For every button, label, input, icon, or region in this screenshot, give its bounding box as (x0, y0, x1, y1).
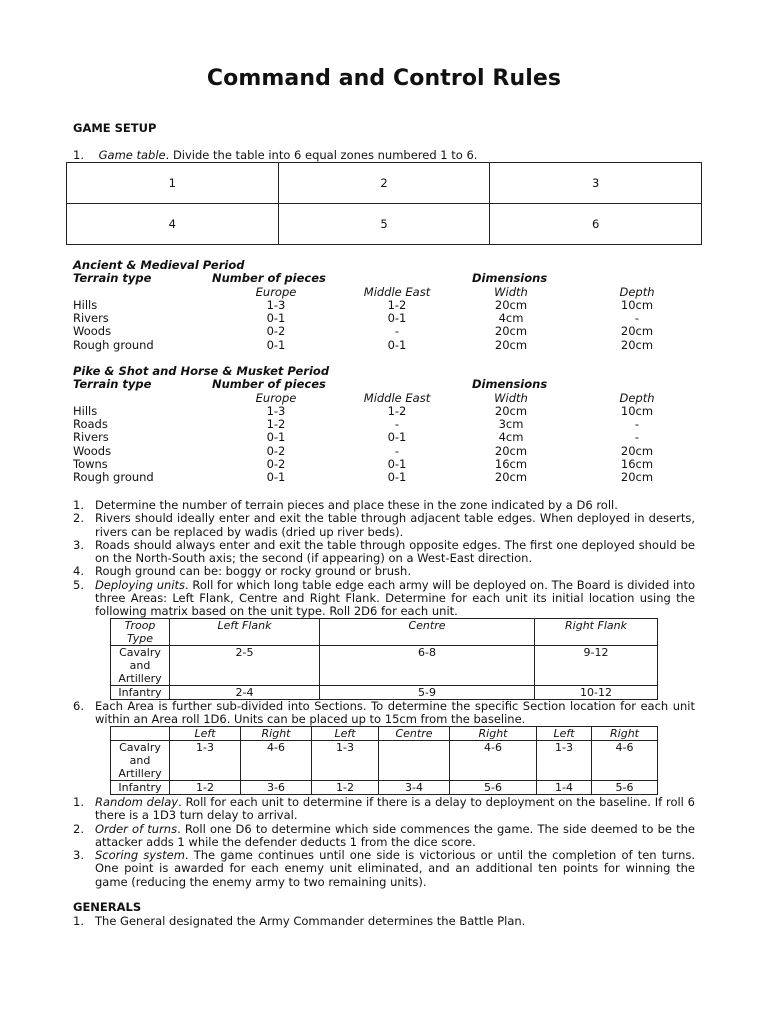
europe-count: 1-2 (266, 417, 286, 432)
pike-row (73, 445, 693, 458)
matrix2-header-cell: Left (170, 727, 241, 741)
rule-number: 1. (73, 795, 84, 809)
pike-row (73, 471, 693, 484)
rule-text: The General designated the Army Commander determines the Battle Plan. (95, 914, 526, 928)
setup-item-1-text: . Divide the table into 6 equal zones numbered 1 to 6. (165, 148, 478, 162)
width-value: 20cm (494, 470, 528, 485)
rule-number: 3. (73, 848, 84, 863)
terrain-name: Woods (73, 324, 112, 339)
width-value: 4cm (498, 311, 524, 326)
width-value: 4cm (498, 430, 524, 445)
rule-label: Deploying units (95, 577, 186, 592)
middle-east-count: 0-1 (387, 430, 407, 445)
rule-number: 2. (73, 821, 84, 836)
middle-east-count: - (394, 417, 400, 432)
width-value: 20cm (494, 324, 528, 339)
matrix1-row (111, 646, 658, 686)
depth-value: - (634, 311, 640, 326)
deployment-section-matrix (110, 726, 658, 795)
rule-text: . Roll for each unit to determine if there is a delay to deployment on the baseline. If roll 6 there is a 1D3 turn delay to arrival. (95, 795, 695, 823)
depth-value: 20cm (620, 470, 654, 485)
matrix1-cell: 2-4 (170, 686, 320, 700)
zone-cell-6: 6 (490, 204, 702, 245)
ancient-terrain-table (73, 259, 693, 352)
rule-number: 3. (73, 537, 84, 552)
terrain-name: Woods (73, 443, 112, 458)
depth-value: 10cm (620, 403, 654, 418)
europe-count: 0-2 (266, 443, 286, 458)
rule-item (73, 565, 695, 578)
depth-value: - (634, 417, 640, 432)
ancient-pieces-header: Number of pieces (212, 271, 326, 286)
europe-count: 0-2 (266, 457, 286, 472)
rule-item (73, 849, 695, 889)
middle-east-count: - (394, 443, 400, 458)
zones-table (66, 162, 702, 245)
middle-east-count: 0-1 (387, 470, 407, 485)
matrix2-cell: 1-4 (537, 781, 592, 795)
ancient-row (73, 312, 693, 325)
generals-list (73, 915, 695, 928)
matrix2-cell: 4-6 (592, 741, 658, 781)
matrix2-header-cell (111, 727, 170, 741)
terrain-name: Rough ground (73, 470, 154, 485)
europe-count: 0-1 (266, 470, 286, 485)
matrix2-header-cell: Right (450, 727, 537, 741)
matrix1-header (111, 619, 658, 646)
rule-text: . The game continues until one side is victorious or until the completion of ten turns. One point is awarded for each enemy unit eliminated, and an additional ten points for winning the game (reducing the enemy army to two remaining units). (95, 848, 696, 889)
matrix2-header-cell: Left (537, 727, 592, 741)
matrix2-cell: Cavalry and Artillery (111, 741, 170, 781)
matrix1-cell: 6-8 (320, 646, 535, 686)
page-title: Command and Control Rules (206, 66, 562, 91)
matrix1-header-cell: Left Flank (170, 619, 320, 646)
matrix1-cell: Cavalry and Artillery (111, 646, 170, 686)
depth-value: 10cm (620, 297, 654, 312)
matrix2-row (111, 781, 658, 795)
zone-cell-2: 2 (278, 163, 490, 204)
rule-item (73, 512, 695, 539)
europe-count: 0-1 (266, 430, 286, 445)
terrain-name: Rivers (73, 430, 109, 445)
matrix2-header-cell: Centre (379, 727, 450, 741)
width-value: 3cm (498, 417, 524, 432)
matrix2-cell: 1-2 (170, 781, 241, 795)
rule-text: . Roll one D6 to determine which side commences the game. The side deemed to be the attacker adds 1 while the defender deducts 1 from the dice score. (95, 821, 695, 849)
rule-item (73, 796, 695, 823)
matrix1-cell: 10-12 (535, 686, 658, 700)
depth-value: 16cm (620, 457, 654, 472)
matrix2-header-cell: Right (241, 727, 312, 741)
pike-dimensions-header: Dimensions (472, 377, 548, 392)
zones-row-2 (67, 204, 702, 245)
matrix1-cell: Infantry (111, 686, 170, 700)
depth-value: - (634, 430, 640, 445)
setup-item-1-label: Game table (98, 148, 166, 162)
pike-row (73, 458, 693, 471)
pike-sub-width: Width (494, 390, 528, 405)
ancient-terrain-header: Terrain type (73, 271, 152, 286)
rule-number: 6. (73, 699, 84, 713)
game-setup-heading: GAME SETUP (73, 121, 157, 135)
europe-count: 0-1 (266, 337, 286, 352)
terrain-name: Roads (73, 417, 108, 432)
ancient-sub-europe: Europe (255, 284, 297, 299)
matrix1-header-cell: Right Flank (535, 619, 658, 646)
zones-row-1 (67, 163, 702, 204)
ancient-dimensions-header: Dimensions (472, 271, 548, 286)
deployment-area-matrix (110, 618, 658, 700)
zone-cell-5: 5 (278, 204, 490, 245)
rule-text: Roads should always enter and exit the table through opposite edges. The first one deployed should be on the North-South axis; the second (if appearing) on a West-East direction. (95, 537, 695, 566)
europe-count: 1-3 (266, 297, 286, 312)
pike-pieces-header: Number of pieces (212, 377, 326, 392)
matrix1-header-cell: Centre (320, 619, 535, 646)
setup-rules-list (73, 499, 695, 619)
rule-text: . Roll for which long table edge each army will be deployed on. The Board is divided into three Areas: Left Flank, Centre and Right Flank. Determine for each unit its initial location using the following matrix based on the unit type. Roll 2D6 for each unit. (95, 577, 696, 619)
rule-item (73, 499, 695, 512)
terrain-name: Hills (73, 297, 98, 312)
rule-number: 4. (73, 564, 84, 579)
generals-heading: GENERALS (73, 900, 142, 914)
width-value: 20cm (494, 443, 528, 458)
pike-row (73, 418, 693, 431)
matrix1-header-cell: Troop Type (111, 619, 170, 646)
ancient-row (73, 339, 693, 352)
matrix2-cell (379, 741, 450, 781)
rule-number: 1. (73, 498, 84, 512)
ancient-row (73, 299, 693, 312)
ancient-sub-middle-east: Middle East (363, 284, 431, 299)
zone-cell-4: 4 (67, 204, 279, 245)
matrix2-cell: 5-6 (450, 781, 537, 795)
width-value: 20cm (494, 403, 528, 418)
pike-sub-middle-east: Middle East (363, 390, 431, 405)
rule-item (73, 539, 695, 566)
rule-text: Rivers should ideally enter and exit the table through adjacent table edges. When deployed in deserts, rivers can be replaced by wadis (dried up river beds). (95, 511, 695, 539)
rule-text: Each Area is further sub-divided into Sections. To determine the specific Section location for each unit within an Area roll 1D6. Units can be placed up to 15cm from the baseline. (95, 699, 695, 727)
width-value: 20cm (494, 297, 528, 312)
rule-label: Random delay (95, 795, 179, 809)
pike-row (73, 405, 693, 418)
rule-item (73, 700, 695, 727)
middle-east-count: 0-1 (387, 457, 407, 472)
rule-label: Scoring system (95, 848, 185, 863)
matrix1-row (111, 686, 658, 700)
matrix2-cell: 4-6 (241, 741, 312, 781)
rule-number: 1. (73, 914, 84, 928)
zone-cell-3: 3 (490, 163, 702, 204)
matrix2-cell: 5-6 (592, 781, 658, 795)
width-value: 16cm (494, 457, 528, 472)
ancient-row (73, 325, 693, 338)
pike-terrain-header: Terrain type (73, 377, 152, 392)
matrix2-cell: 1-2 (312, 781, 379, 795)
rule-item (73, 915, 695, 928)
rule-item (73, 823, 695, 850)
rule-number: 2. (73, 511, 84, 526)
pike-sub-depth: Depth (619, 390, 655, 405)
matrix2-cell: 1-3 (537, 741, 592, 781)
middle-east-count: 0-1 (387, 337, 407, 352)
rule-item (73, 579, 695, 619)
matrix1-cell: 9-12 (535, 646, 658, 686)
matrix1-cell: 5-9 (320, 686, 535, 700)
matrix2-cell: 3-6 (241, 781, 312, 795)
europe-count: 0-2 (266, 324, 286, 339)
middle-east-count: 1-2 (387, 403, 407, 418)
matrix1-cell: 2-5 (170, 646, 320, 686)
terrain-name: Towns (73, 457, 108, 472)
middle-east-count: 1-2 (387, 297, 407, 312)
terrain-name: Rivers (73, 311, 109, 326)
pike-period-title: Pike & Shot and Horse & Musket Period (73, 364, 330, 378)
matrix2-row (111, 741, 658, 781)
matrix2-cell: 3-4 (379, 781, 450, 795)
setup-item-1-number: 1. (73, 148, 84, 162)
width-value: 20cm (494, 337, 528, 352)
rule-label: Order of turns (95, 821, 178, 836)
europe-count: 1-3 (266, 403, 286, 418)
terrain-name: Rough ground (73, 337, 154, 352)
matrix2-cell: Infantry (111, 781, 170, 795)
rule-6 (73, 700, 695, 727)
pike-sub-europe: Europe (255, 390, 297, 405)
depth-value: 20cm (620, 337, 654, 352)
rule-text: Rough ground can be: boggy or rocky ground or brush. (95, 564, 411, 579)
ancient-sub-depth: Depth (619, 284, 655, 299)
middle-east-count: - (394, 324, 400, 339)
setup-item-1 (73, 149, 477, 162)
matrix2-header-cell: Left (312, 727, 379, 741)
rule-text: Determine the number of terrain pieces and place these in the zone indicated by a D6 roll. (95, 498, 618, 512)
pike-row (73, 431, 693, 444)
matrix2-cell: 4-6 (450, 741, 537, 781)
matrix2-cell: 1-3 (170, 741, 241, 781)
middle-east-count: 0-1 (387, 311, 407, 326)
matrix2-header-cell: Right (592, 727, 658, 741)
matrix2-cell: 1-3 (312, 741, 379, 781)
depth-value: 20cm (620, 443, 654, 458)
matrix2-header (111, 727, 658, 741)
pike-terrain-table (73, 365, 693, 485)
ancient-period-title: Ancient & Medieval Period (73, 258, 245, 272)
zone-cell-1: 1 (67, 163, 279, 204)
ancient-sub-width: Width (494, 284, 528, 299)
terrain-name: Hills (73, 403, 98, 418)
europe-count: 0-1 (266, 311, 286, 326)
game-rules-list (73, 796, 695, 889)
rule-number: 5. (73, 577, 84, 592)
depth-value: 20cm (620, 324, 654, 339)
